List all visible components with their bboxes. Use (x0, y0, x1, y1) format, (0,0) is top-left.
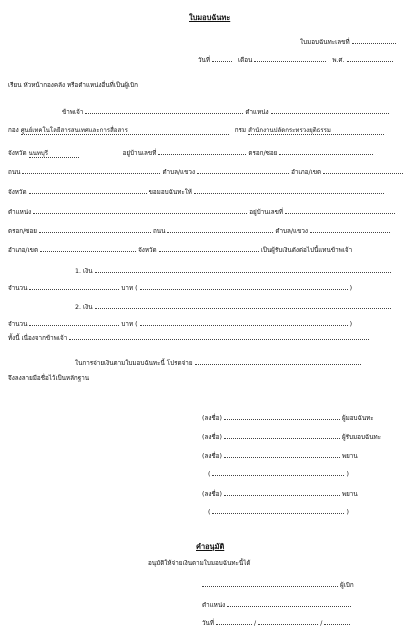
agent-province-field[interactable] (159, 245, 259, 252)
doc-number-label: ใบมอบฉันทะเลขที่ (300, 39, 350, 46)
signature-principal-role: ผู้มอบฉันทะ (341, 415, 374, 422)
signature-witness-2-printed-field[interactable] (212, 507, 344, 514)
signature-witness-1-close-paren: ) (346, 471, 349, 478)
department-field[interactable] (248, 128, 384, 135)
doc-number-field[interactable] (352, 37, 396, 44)
agent-road-label: ถนน (152, 228, 166, 235)
money-item-1-row (75, 266, 391, 275)
approval-position-row (202, 600, 351, 609)
principal-province-field[interactable] (29, 151, 79, 158)
signature-agent-row (202, 432, 381, 441)
agent-district-row (8, 245, 352, 254)
evidence-text: จึงลงลายมือชื่อไว้เป็นหลักฐาน (8, 375, 90, 382)
money-item-1-label: 1. เงิน (75, 268, 93, 275)
signature-witness-1-sign-label: (ลงชื่อ) (202, 453, 222, 460)
money-item-1-field[interactable] (95, 266, 391, 273)
approval-year-field[interactable] (324, 618, 350, 625)
date-year-field[interactable] (347, 55, 393, 62)
approval-sign-row (202, 580, 354, 589)
principal-subdistrict-label: ตำบล/แขวง (162, 169, 196, 176)
signature-witness-2-close-paren: ) (346, 509, 349, 516)
agent-road-field[interactable] (167, 226, 273, 233)
approval-position-field[interactable] (227, 600, 351, 607)
division-value: ศูนย์เทคโนโลยีสารสนเทศและการสื่อสาร (20, 127, 128, 134)
signature-agent-field[interactable] (224, 432, 340, 439)
agent-position-label: ตำแหน่ง (8, 209, 32, 216)
signature-principal-row (202, 413, 374, 422)
principal-road-row (8, 167, 403, 176)
doc-number-row (300, 37, 396, 46)
money-amount-1-row (8, 283, 352, 292)
principal-district-label: อำเภอ/เขต (291, 169, 322, 176)
signature-witness-1-printed-row (208, 469, 349, 478)
subject-line: เรียน หัวหน้ากองคลัง หรือตำแหน่งอื่นที่เป็นผู้เบิก (8, 82, 138, 89)
grant-row (8, 187, 384, 196)
reason-label: ทั้งนี้ เนื่องจากข้าพเจ้า (8, 335, 68, 342)
approval-text: อนุมัติให้จ่ายเงินตามใบมอบฉันทะนี้ได้ (148, 560, 251, 567)
approval-day-field[interactable] (216, 618, 252, 625)
division-field[interactable] (21, 128, 229, 135)
date-month-label: เดือน (238, 57, 253, 64)
money-baht-2-label: บาท ( (121, 321, 138, 328)
agent-receive-text: เป็นผู้รับเงินดังต่อไปนี้แทนข้าพเจ้า (260, 247, 353, 254)
agent-district-field[interactable] (40, 245, 136, 252)
approval-month-field[interactable] (258, 618, 318, 625)
money-amount-2-field[interactable] (29, 319, 119, 326)
money-words-2-field[interactable] (140, 319, 348, 326)
division-row (8, 128, 384, 135)
agent-district-label: อำเภอ/เขต (8, 247, 39, 254)
signature-witness-1-row (202, 451, 358, 460)
approval-slash-1: / (254, 620, 257, 627)
money-item-2-field[interactable] (95, 302, 391, 309)
money-baht-1-label: บาท ( (121, 285, 138, 292)
approval-position-label: ตำแหน่ง (202, 602, 226, 609)
agent-address-label: อยู่บ้านเลขที่ (249, 209, 284, 216)
approval-sign-field[interactable] (202, 580, 338, 587)
money-amount-1-field[interactable] (29, 283, 119, 290)
agent-alley-field[interactable] (39, 226, 151, 233)
signature-witness-2-row (202, 489, 358, 498)
date-day-field[interactable] (212, 55, 232, 62)
approval-date-label: วันที่ (202, 620, 214, 627)
date-month-field[interactable] (254, 55, 326, 62)
money-words-1-field[interactable] (140, 283, 348, 290)
grant-label: ขอมอบฉันทะให้ (148, 189, 192, 196)
money-item-2-label: 2. เงิน (75, 304, 93, 311)
agent-position-row (8, 207, 395, 216)
money-amount-2-row (8, 319, 352, 328)
agent-subdistrict-label: ตำบล/แขวง (275, 228, 308, 235)
principal-position-label: ตำแหน่ง (245, 109, 269, 116)
agent-province-label: จังหวัด (138, 247, 157, 254)
payment-field[interactable] (195, 358, 361, 365)
principal-alley-label: ตรอก/ซอย (248, 150, 278, 157)
principal-address-label: อยู่บ้านเลขที่ (122, 150, 157, 157)
agent-subdistrict-field[interactable] (310, 226, 390, 233)
money-item-2-row (75, 302, 391, 311)
principal-province-label: จังหวัด (8, 150, 27, 157)
signature-agent-sign-label: (ลงชื่อ) (202, 434, 222, 441)
signature-witness-1-printed-field[interactable] (212, 469, 344, 476)
signature-agent-role: ผู้รับมอบฉันทะ (341, 434, 382, 441)
signature-witness-2-printed-row (208, 507, 349, 516)
principal-position-field[interactable] (271, 107, 389, 114)
division-label: กอง (8, 127, 19, 134)
signature-principal-sign-label: (ลงชื่อ) (202, 415, 222, 422)
principal-province-value: นนทบุรี (28, 150, 49, 157)
signature-witness-2-sign-label: (ลงชื่อ) (202, 491, 222, 498)
principal-road-field[interactable] (22, 167, 160, 174)
principal-name-field[interactable] (85, 107, 243, 114)
agent-name-field[interactable] (194, 187, 384, 194)
approval-title: คำอนุมัติ (196, 542, 225, 551)
date-day-label: วันที่ (198, 57, 210, 64)
approval-date-row (202, 618, 350, 627)
agent-position-field[interactable] (33, 207, 247, 214)
money-close-2: ) (349, 321, 353, 328)
date-row (198, 55, 393, 64)
signature-witness-2-role: พยาน (341, 491, 358, 498)
money-close-1: ) (349, 285, 353, 292)
principal-road-label: ถนน (8, 169, 21, 176)
signature-witness-1-open-paren: ( (208, 471, 211, 478)
agent-address-field[interactable] (285, 207, 395, 214)
principal-province2-field[interactable] (29, 187, 147, 194)
reason-row (8, 333, 369, 342)
principal-province-row (8, 148, 373, 158)
principal-name-row (62, 107, 389, 116)
money-amount-2-label: จำนวน (8, 321, 28, 328)
reason-field[interactable] (69, 333, 369, 340)
agent-alley-row (8, 226, 390, 235)
signature-principal-field[interactable] (224, 413, 340, 420)
approval-slash-2: / (320, 620, 323, 627)
approval-role: ผู้เบิก (340, 582, 354, 589)
signature-witness-1-role: พยาน (341, 453, 358, 460)
date-year-label: พ.ศ. (332, 57, 345, 64)
principal-province2-label: จังหวัด (8, 189, 27, 196)
payment-row (75, 358, 361, 367)
agent-alley-label: ตรอก/ซอย (8, 228, 37, 235)
signature-witness-2-field[interactable] (224, 489, 340, 496)
principal-district-field[interactable] (323, 167, 403, 174)
department-value: สำนักงานปลัดกระทรวงยุติธรรม (248, 127, 331, 134)
signature-witness-2-open-paren: ( (208, 509, 211, 516)
form-title: ใบมอบฉันทะ (189, 13, 231, 22)
principal-name-label: ข้าพเจ้า (62, 109, 84, 116)
principal-alley-field[interactable] (279, 148, 373, 155)
money-amount-1-label: จำนวน (8, 285, 28, 292)
department-label: กรม (234, 127, 247, 134)
principal-address-field[interactable] (158, 148, 246, 155)
payment-text: ในการจ่ายเงินตามใบมอบฉันทะนี้ โปรดจ่าย (75, 360, 193, 367)
signature-witness-1-field[interactable] (224, 451, 340, 458)
principal-subdistrict-field[interactable] (197, 167, 289, 174)
